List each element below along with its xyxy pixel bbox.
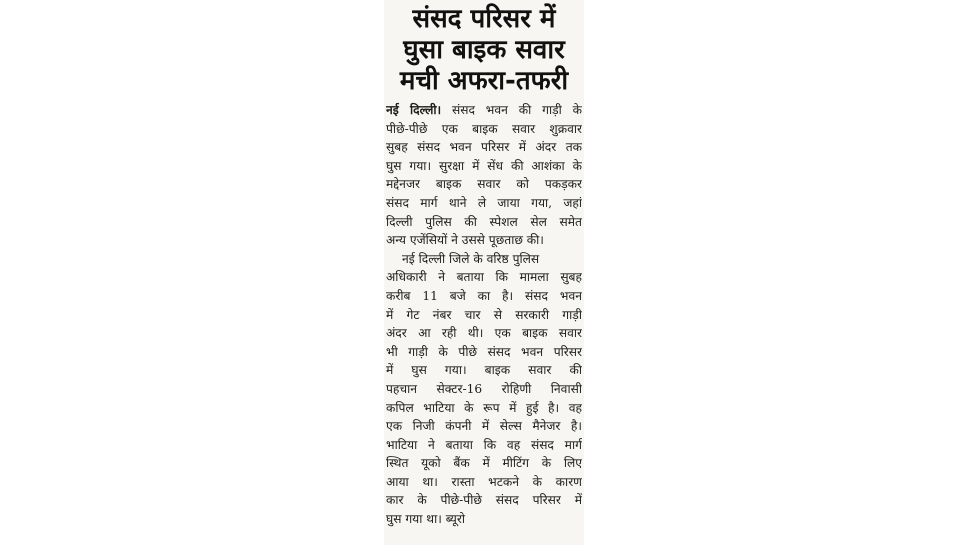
paragraph-line: पहचान सेक्टर-16 रोहिणी निवासी	[386, 381, 582, 396]
paragraph-2	[386, 250, 582, 529]
paragraph-line: भाटिया ने बताया कि वह संसद मार्ग	[386, 437, 582, 452]
paragraph-line: पीछे-पीछे एक बाइक सवार शुक्रवार	[386, 121, 582, 136]
paragraph-line: आया था। रास्ता भटकने के कारण	[386, 474, 582, 489]
paragraph-line: कपिल भाटिया के रूप में हुई है। वह	[386, 400, 582, 415]
paragraph-line: घुस गया था। ब्यूरो	[386, 512, 466, 527]
paragraph-line: में घुस गया। बाइक सवार की	[386, 363, 582, 378]
headline-line-3: मची अफरा-तफरी	[399, 66, 569, 96]
paragraph-line: स्थित यूको बैंक में मीटिंग के लिए	[386, 456, 582, 471]
newspaper-clipping	[384, 0, 584, 545]
paragraph-line: संसद मार्ग थाने ले जाया गया, जहां	[386, 195, 582, 210]
dateline: नई दिल्ली।	[386, 103, 442, 117]
paragraph-line: में गेट नंबर चार से सरकारी गाड़ी	[386, 307, 582, 322]
paragraph-line: कार के पीछे-पीछे संसद परिसर में	[386, 493, 582, 508]
paragraph-line: दिल्ली पुलिस की स्पेशल सेल समेत	[386, 214, 582, 229]
headline-line-2: घुसा बाइक सवार	[403, 35, 565, 65]
paragraph-line: अंदर आ रही थी। एक बाइक सवार	[386, 326, 582, 341]
paragraph-line: नई दिल्ली जिले के वरिष्ठ पुलिस	[402, 251, 540, 266]
article-body	[384, 101, 584, 529]
paragraph-line: भी गाड़ी के पीछे संसद भवन परिसर	[386, 344, 582, 359]
paragraph-line: अन्य एजेंसियों ने उससे पूछताछ की।	[386, 233, 544, 248]
paragraph-line: मद्देनजर बाइक सवार को पकड़कर	[386, 177, 582, 192]
paragraph-line-text: संसद भवन की गाड़ी के	[452, 103, 582, 117]
headline-line-1: संसद परिसर में	[412, 4, 556, 34]
headline	[384, 0, 584, 97]
paragraph-line: करीब 11 बजे का है। संसद भवन	[386, 288, 582, 303]
paragraph-1	[386, 101, 582, 250]
paragraph-line: अधिकारी ने बताया कि मामला सुबह	[386, 270, 582, 285]
paragraph-line	[386, 101, 582, 120]
paragraph-line: एक निजी कंपनी में सेल्स मैनेजर है।	[386, 419, 582, 434]
paragraph-line: सुबह संसद भवन परिसर में अंदर तक	[386, 140, 582, 155]
paragraph-line: घुस गया। सुरक्षा में सेंध की आशंका के	[386, 158, 582, 173]
